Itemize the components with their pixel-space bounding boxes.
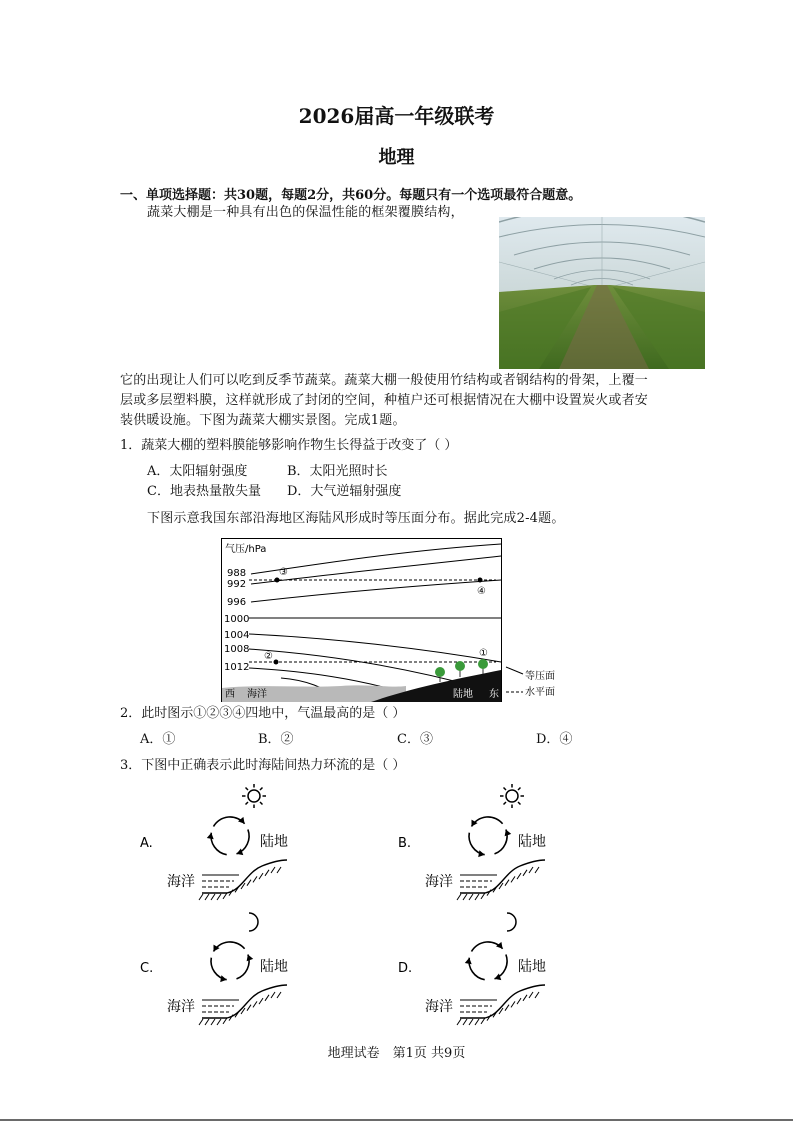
q2-option-c[interactable]: C．③ [397,732,433,747]
level-1012: 1012 [224,662,250,673]
option-letter: B. [398,836,412,851]
sun-icon [500,784,524,808]
option-letter: D. [398,961,413,976]
q3-option-c[interactable] [137,905,307,1034]
arrow-head [478,850,485,857]
point-4-dot [478,578,483,583]
legend-horizontal: 水平面 [525,687,555,698]
level-1004: 1004 [224,630,250,641]
circulation-arrow [214,942,245,952]
q1-option-d[interactable]: D．大气逆辐射强度 [287,484,402,499]
point-3-label: ③ [279,567,288,578]
circulation-arrow [211,833,227,855]
intro-line-4: 装供暖设施。下图为蔬菜大棚实景图。完成1题。 [120,413,406,428]
arrow-head [496,942,503,949]
point-4-label: ④ [477,586,486,597]
legend-isobar: 等压面 [525,671,555,682]
subject-title: 地理 [378,147,415,168]
intro-line-1: 蔬菜大棚是一种具有出色的保温性能的框架覆膜结构， [147,205,464,220]
q3-stem: 3．下图中正确表示此时海陆间热力环流的是（ ） [120,758,406,773]
level-992: 992 [227,579,247,590]
q2-option-a[interactable]: A．① [140,732,176,747]
circulation-arrow [469,958,485,980]
q1-stem: 1．蔬菜大棚的塑料膜能够影响作物生长得益于改变了（ ） [120,438,458,453]
intro-2: 下图示意我国东部沿海地区海陆风形成时等压面分布。据此完成2-4题。 [147,511,565,526]
point-3-dot [275,578,280,583]
moon-icon [507,913,516,931]
circulation-arrow [237,830,250,854]
q2-stem: 2．此时图示①②③④四地中，气温最高的是（ ） [120,706,406,721]
sea-label: 海洋 [425,874,453,890]
option-letter: A. [140,836,153,851]
exam-title: 2026届高一年级联考 [298,104,495,128]
circulation-arrow [211,958,227,980]
coastline [202,860,287,893]
level-988: 988 [227,568,247,579]
q2-option-d[interactable]: D．④ [536,732,573,747]
ocean-label: 海洋 [247,689,267,700]
level-1000: 1000 [224,614,250,625]
isobar-diagram [221,538,576,703]
land-label: 陆地 [518,834,546,850]
west-label: 西 [225,689,235,700]
level-1008: 1008 [224,644,250,655]
intro-line-2: 它的出现让人们可以吃到反季节蔬菜。蔬菜大棚一般使用竹结构或者钢结构的骨架，上覆一 [120,373,649,388]
q3-option-a[interactable] [137,780,307,909]
arrow-head [220,975,227,982]
land-label: 陆地 [260,959,288,975]
circulation-arrow [495,955,508,979]
coastline [460,860,545,893]
circulation-arrow [472,817,503,827]
unit-label: 气压/hPa [225,544,267,555]
q3-option-d[interactable] [395,905,565,1034]
level-996: 996 [227,597,247,608]
sea-label: 海洋 [425,999,453,1015]
q3-option-b[interactable] [395,780,565,909]
land-label: 陆地 [518,959,546,975]
option-letter: C. [140,961,154,976]
circulation-arrow [469,833,485,855]
land-label: 陆地 [453,689,473,700]
point-2-label: ② [264,651,273,662]
arrow-head [465,958,472,965]
coastline [460,985,545,1018]
section-heading: 一、单项选择题：共30题，每题2分，共60分。每题只有一个选项最符合题意。 [120,188,582,203]
circulation-arrow [237,955,250,979]
arrow-head [207,833,214,840]
intro-line-3: 层或多层塑料膜，这样就形成了封闭的空间，种植户还可根据情况在大棚中设置炭火或者安 [120,393,649,408]
arrow-head [238,817,245,824]
q1-option-a[interactable]: A．太阳辐射强度 [147,464,248,479]
q2-option-b[interactable]: B．② [258,732,294,747]
point-1-label: ① [479,648,488,659]
q1-option-c[interactable]: C．地表热量散失量 [147,484,261,499]
sea-label: 海洋 [167,999,195,1015]
greenhouse-photo [499,217,705,369]
coastline [202,985,287,1018]
moon-icon [249,913,258,931]
legend-isobar-line [506,667,523,674]
point-2-dot [274,660,279,665]
page-footer: 地理试卷 第1页 共9页 [327,1046,466,1061]
sun-icon [242,784,266,808]
land-label: 陆地 [260,834,288,850]
sea-label: 海洋 [167,874,195,890]
q1-option-b[interactable]: B．太阳光照时长 [287,464,388,479]
east-label: 东 [489,689,499,700]
circulation-arrow [495,830,508,854]
page-bottom-border [0,1119,793,1121]
